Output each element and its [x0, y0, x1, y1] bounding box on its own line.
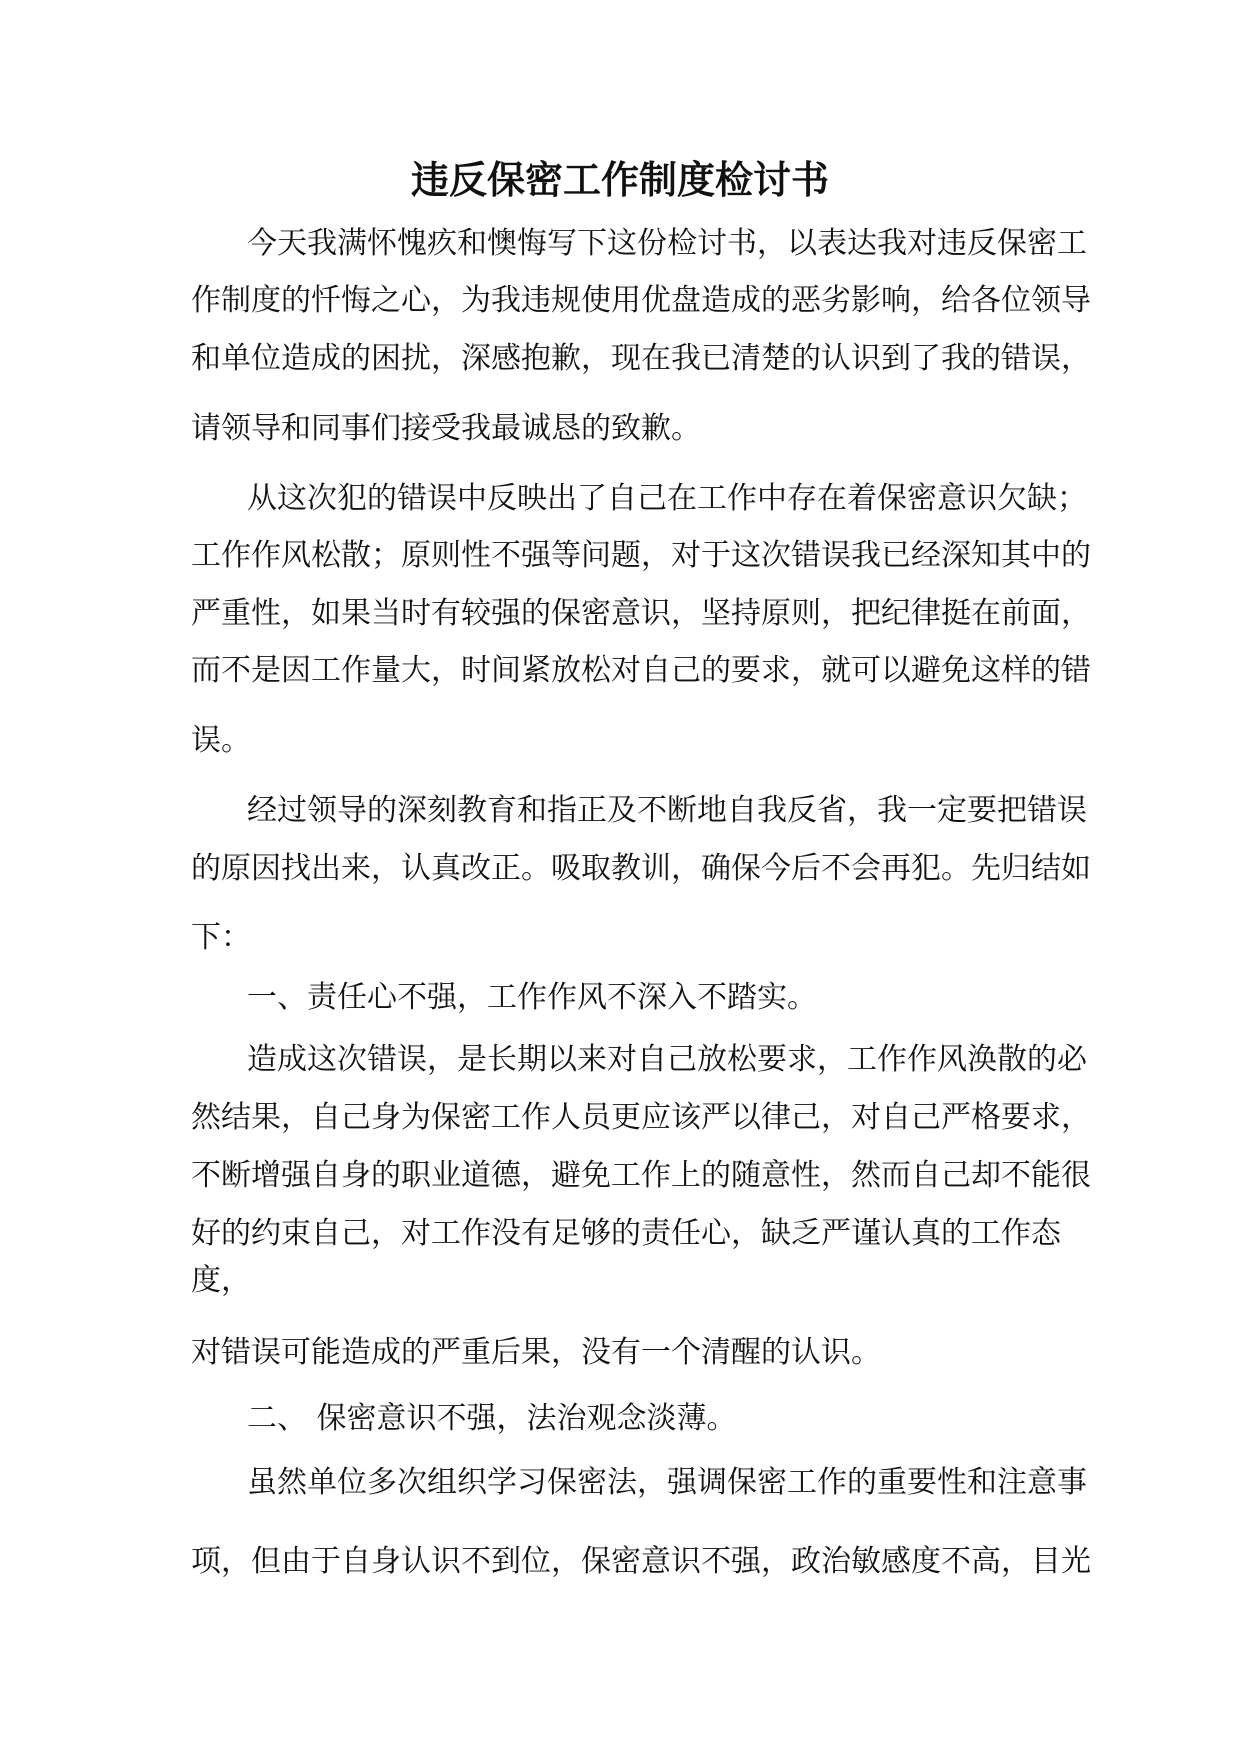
paragraph-line: 造成这次错误，是长期以来对自己放松要求，工作作风涣散的必 — [247, 1042, 1087, 1077]
paragraph-line: 今天我满怀愧疚和懊悔写下这份检讨书，以表达我对违反保密工 — [247, 226, 1087, 261]
paragraph-line: 从这次犯的错误中反映出了自己在工作中存在着保密意识欠缺； — [247, 481, 1087, 516]
paragraph-line: 请领导和同事们接受我最诚恳的致歉。 — [191, 411, 701, 446]
paragraph-line: 的原因找出来，认真改正。吸取教训，确保今后不会再犯。先归结如 — [191, 851, 1091, 886]
paragraph-line: 不断增强自身的职业道德，避免工作上的随意性，然而自己却不能很 — [191, 1158, 1091, 1193]
paragraph-line: 虽然单位多次组织学习保密法，强调保密工作的重要性和注意事 — [247, 1465, 1087, 1500]
paragraph-line: 工作作风松散；原则性不强等问题，对于这次错误我已经深知其中的 — [191, 538, 1091, 573]
paragraph-line: 严重性，如果当时有较强的保密意识，坚持原则，把纪律挺在前面， — [191, 596, 1091, 631]
paragraph-line: 项，但由于自身认识不到位，保密意识不强，政治敏感度不高，目光 — [191, 1544, 1091, 1579]
section-heading-2: 二、 保密意识不强，法治观念淡薄。 — [247, 1401, 737, 1436]
paragraph-line: 下： — [191, 920, 251, 955]
document-title: 违反保密工作制度检讨书 — [410, 157, 829, 202]
paragraph-line: 经过领导的深刻教育和指正及不断地自我反省，我一定要把错误 — [247, 793, 1087, 828]
paragraph-line: 作制度的忏悔之心，为我违规使用优盘造成的恶劣影响，给各位领导 — [191, 283, 1091, 318]
paragraph-line: 好的约束自己，对工作没有足够的责任心，缺乏严谨认真的工作态 — [191, 1216, 1061, 1251]
paragraph-line: 对错误可能造成的严重后果，没有一个清醒的认识。 — [191, 1335, 881, 1370]
paragraph-line: 度， — [191, 1263, 251, 1298]
paragraph-line: 误。 — [191, 723, 251, 758]
paragraph-line: 和单位造成的困扰，深感抱歉，现在我已清楚的认识到了我的错误， — [191, 341, 1091, 376]
section-heading-1: 一、责任心不强，工作作风不深入不踏实。 — [247, 980, 817, 1015]
paragraph-line: 而不是因工作量大，时间紧放松对自己的要求，就可以避免这样的错 — [191, 653, 1091, 688]
paragraph-line: 然结果，自己身为保密工作人员更应该严以律己，对自己严格要求， — [191, 1100, 1091, 1135]
